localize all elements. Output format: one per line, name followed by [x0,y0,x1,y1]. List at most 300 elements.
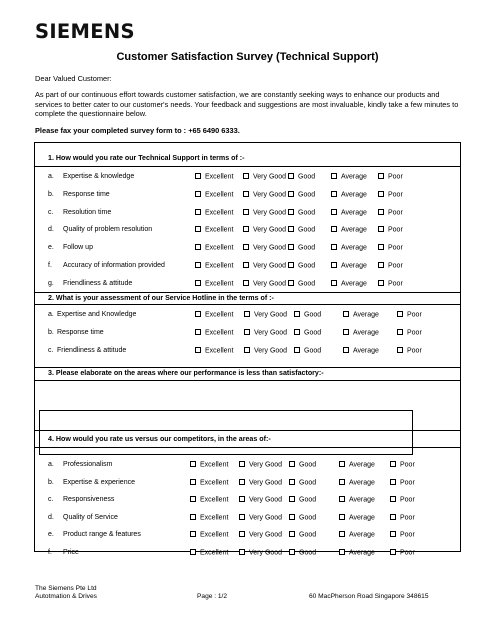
option-excellent[interactable] [190,479,228,487]
checkbox-icon[interactable] [343,311,349,317]
checkbox-icon[interactable] [378,209,384,215]
checkbox-icon[interactable] [331,262,337,268]
option-good[interactable] [294,347,321,355]
option-average[interactable] [343,329,379,337]
option-label: Average [349,461,375,469]
checkbox-icon[interactable] [244,347,250,353]
option-excellent[interactable] [195,191,233,199]
option-label: Good [304,329,322,337]
option-average[interactable] [331,191,367,199]
q2-row-c [35,347,460,357]
option-label: Very Good [253,191,287,199]
option-label: Poor [407,329,422,337]
fax-instruction: Please fax your completed survey form to : +65 6490 6333. [35,126,240,135]
row-letter: f. [48,548,52,556]
option-label: Excellent [205,244,234,252]
option-excellent[interactable] [195,329,233,337]
checkbox-icon[interactable] [190,531,196,537]
option-good[interactable] [289,549,316,557]
checkbox-icon[interactable] [289,461,295,467]
checkbox-icon[interactable] [390,479,396,485]
option-label: Excellent [205,311,234,319]
checkbox-icon[interactable] [288,209,294,215]
checkbox-icon[interactable] [378,191,384,197]
q4-row-c [35,496,460,506]
option-very-good[interactable] [239,461,282,469]
option-label: Average [353,347,379,355]
option-label: Excellent [200,479,229,486]
row-letter: a. [48,461,54,468]
greeting: Dear Valued Customer: [35,74,112,83]
option-very-good[interactable] [243,173,286,181]
option-label: Poor [388,262,403,270]
option-average[interactable] [331,226,367,234]
option-poor[interactable] [397,329,422,337]
checkbox-icon[interactable] [244,311,250,317]
option-label: Excellent [205,347,234,355]
intro-paragraph: As part of our continuous effort towards customer satisfaction, we are constantly seeking ways to enhance our products and services to better cater to our customer's needs. Your feedback and suggestions are most invaluable, kindly take a few minutes to complete the questionnaire below. [35,90,459,119]
option-label: Excellent [205,262,234,270]
option-average[interactable] [339,461,375,469]
option-label: Poor [388,244,403,252]
checkbox-icon[interactable] [190,549,196,555]
row-letter: d. [48,226,54,234]
q2-row-a [35,311,460,321]
checkbox-icon[interactable] [243,191,249,197]
checkbox-icon[interactable] [289,549,295,555]
option-label: Poor [400,496,415,504]
option-average[interactable] [343,347,379,355]
q1-row-a [35,173,460,183]
checkbox-icon[interactable] [195,280,201,286]
option-excellent[interactable] [190,496,228,504]
option-label: Good [298,262,316,270]
checkbox-icon[interactable] [195,191,201,197]
checkbox-icon[interactable] [243,280,249,286]
checkbox-icon[interactable] [339,496,345,502]
checkbox-icon[interactable] [195,244,201,250]
option-good[interactable] [288,226,315,234]
checkbox-icon[interactable] [195,262,201,268]
option-poor[interactable] [397,347,422,355]
q1-row-e [35,244,460,254]
row-label: Expertise and Knowledge [57,311,137,318]
checkbox-icon[interactable] [397,311,403,317]
option-label: Poor [388,209,403,217]
option-poor[interactable] [390,461,415,469]
row-letter: e. [48,531,54,538]
option-label: Excellent [205,226,234,234]
checkbox-icon[interactable] [239,461,245,467]
option-label: Poor [400,479,415,486]
option-label: Good [298,209,316,217]
checkbox-icon[interactable] [243,209,249,215]
option-label: Excellent [200,531,229,539]
option-poor[interactable] [390,479,415,487]
option-good[interactable] [288,244,315,252]
checkbox-icon[interactable] [378,244,384,250]
checkbox-icon[interactable] [190,514,196,520]
checkbox-icon[interactable] [243,244,249,250]
row-label: Accuracy of information provided [63,262,165,269]
option-average[interactable] [331,244,367,252]
option-label: Average [341,209,367,217]
checkbox-icon[interactable] [378,280,384,286]
option-label: Poor [388,173,403,181]
option-label: Average [341,244,367,252]
option-label: Average [341,173,367,181]
option-label: Average [353,311,379,319]
checkbox-icon[interactable] [331,280,337,286]
checkbox-icon[interactable] [239,531,245,537]
option-label: Poor [388,280,403,288]
option-excellent[interactable] [195,347,233,355]
checkbox-icon[interactable] [195,209,201,215]
option-excellent[interactable] [195,209,233,217]
row-label: Friendliness & attitude [63,279,133,287]
option-poor[interactable] [378,280,403,288]
checkbox-icon[interactable] [339,514,345,520]
q1-row-g [35,280,460,290]
survey-frame [34,142,461,556]
option-label: Very Good [253,209,287,217]
option-label: Very Good [253,262,287,270]
option-average[interactable] [343,311,379,319]
option-label: Average [349,496,375,504]
option-label: Excellent [205,209,234,217]
checkbox-icon[interactable] [343,329,349,335]
option-excellent[interactable] [190,549,228,557]
row-label: Response time [57,329,104,336]
checkbox-icon[interactable] [390,461,396,467]
option-label: Poor [388,191,403,199]
option-label: Poor [400,549,415,556]
option-label: Good [298,280,316,288]
option-very-good[interactable] [244,347,287,355]
row-label: Professionalism [63,461,113,468]
row-label: Quality of problem resolution [63,226,153,234]
divider [35,166,460,167]
checkbox-icon[interactable] [239,496,245,502]
option-good[interactable] [288,209,315,217]
option-good[interactable] [289,531,316,539]
checkbox-icon[interactable] [331,226,337,232]
option-poor[interactable] [390,531,415,539]
option-very-good[interactable] [244,329,287,337]
option-label: Poor [388,226,403,234]
option-average[interactable] [339,549,375,557]
checkbox-icon[interactable] [378,262,384,268]
divider [35,447,460,448]
question-1-heading: 1. How would you rate our Technical Support in terms of :- [48,154,245,162]
option-label: Poor [400,461,415,469]
option-label: Average [349,531,375,539]
option-good[interactable] [289,479,316,487]
option-label: Excellent [205,173,234,181]
option-excellent[interactable] [195,244,233,252]
option-very-good[interactable] [239,531,282,539]
option-label: Excellent [200,514,229,521]
option-label: Good [299,549,317,556]
question-2-heading: 2. What is your assessment of our Service Hotline in the terms of :- [48,294,274,302]
q4-row-e [35,531,460,541]
row-label: Resolution time [63,208,112,216]
option-very-good[interactable] [243,244,286,252]
option-label: Very Good [249,514,283,521]
checkbox-icon[interactable] [294,329,300,335]
checkbox-icon[interactable] [190,479,196,485]
option-poor[interactable] [390,514,415,522]
checkbox-icon[interactable] [288,244,294,250]
checkbox-icon[interactable] [397,329,403,335]
row-label: Friendliness & attitude [57,347,127,354]
q1-row-c [35,209,460,219]
row-letter: c. [48,208,54,216]
option-label: Very Good [249,496,283,504]
option-label: Good [298,173,316,181]
row-label: Price [63,548,79,556]
siemens-logo: SIEMENS [35,20,135,43]
option-average[interactable] [331,262,367,270]
option-excellent[interactable] [195,262,233,270]
q1-row-d [35,226,460,236]
footer-division: Autotmation & Drives [35,593,97,600]
checkbox-icon[interactable] [195,329,201,335]
option-label: Very Good [249,479,283,486]
checkbox-icon[interactable] [243,226,249,232]
option-excellent[interactable] [195,173,233,181]
checkbox-icon[interactable] [239,479,245,485]
checkbox-icon[interactable] [289,531,295,537]
option-average[interactable] [339,479,375,487]
checkbox-icon[interactable] [390,496,396,502]
option-label: Excellent [200,496,229,504]
option-average[interactable] [331,280,367,288]
checkbox-icon[interactable] [190,461,196,467]
option-label: Very Good [253,280,287,288]
checkbox-icon[interactable] [288,191,294,197]
checkbox-icon[interactable] [331,173,337,179]
checkbox-icon[interactable] [289,514,295,520]
q2-row-b [35,329,460,339]
option-average[interactable] [339,496,375,504]
option-excellent[interactable] [195,311,233,319]
option-very-good[interactable] [243,280,286,288]
option-label: Excellent [205,191,234,199]
row-letter: b. [48,190,54,198]
divider [35,380,460,381]
row-label: Response time [63,190,110,198]
option-very-good[interactable] [239,496,282,504]
checkbox-icon[interactable] [289,479,295,485]
checkbox-icon[interactable] [331,191,337,197]
option-label: Average [349,479,375,486]
q4-row-d [35,514,460,524]
checkbox-icon[interactable] [294,347,300,353]
option-excellent[interactable] [195,280,233,288]
footer-page-number: Page : 1/2 [197,593,228,600]
checkbox-icon[interactable] [243,262,249,268]
divider [35,304,460,305]
footer-company: The Siemens Pte Ltd [35,585,97,592]
option-label: Very Good [254,311,288,319]
option-good[interactable] [289,514,316,522]
divider [35,292,460,293]
checkbox-icon[interactable] [294,311,300,317]
checkbox-icon[interactable] [195,347,201,353]
option-very-good[interactable] [239,549,282,557]
option-average[interactable] [331,209,367,217]
option-label: Excellent [200,461,229,469]
option-excellent[interactable] [190,461,228,469]
option-good[interactable] [288,280,315,288]
option-poor[interactable] [390,496,415,504]
option-label: Excellent [205,329,234,337]
checkbox-icon[interactable] [288,226,294,232]
option-good[interactable] [289,496,316,504]
option-label: Average [341,262,367,270]
checkbox-icon[interactable] [190,496,196,502]
option-label: Very Good [254,347,288,355]
row-label: Follow up [63,244,93,252]
option-poor[interactable] [378,244,403,252]
option-label: Average [353,329,379,337]
option-very-good[interactable] [243,262,286,270]
checkbox-icon[interactable] [339,531,345,537]
row-letter: c. [48,496,54,503]
option-label: Good [299,496,317,504]
option-excellent[interactable] [190,514,228,522]
option-good[interactable] [288,262,315,270]
row-letter: g. [48,279,54,287]
option-label: Average [349,514,375,521]
option-very-good[interactable] [239,479,282,487]
checkbox-icon[interactable] [339,549,345,555]
checkbox-icon[interactable] [390,549,396,555]
option-very-good[interactable] [243,191,286,199]
option-excellent[interactable] [195,226,233,234]
checkbox-icon[interactable] [195,311,201,317]
option-label: Good [299,514,317,521]
option-poor[interactable] [378,209,403,217]
checkbox-icon[interactable] [289,496,295,502]
row-label: Product range & features [63,531,141,538]
option-label: Very Good [249,531,283,539]
checkbox-icon[interactable] [239,514,245,520]
option-average[interactable] [339,531,375,539]
option-label: Good [299,531,317,539]
question-3-heading: 3. Please elaborate on the areas where our performance is less than satisfactory:- [48,369,324,377]
option-label: Very Good [249,549,283,556]
option-very-good[interactable] [239,514,282,522]
checkbox-icon[interactable] [339,461,345,467]
option-very-good[interactable] [244,311,287,319]
option-excellent[interactable] [190,531,228,539]
checkbox-icon[interactable] [390,514,396,520]
footer-address: 60 MacPherson Road Singapore 348615 [309,593,429,600]
checkbox-icon[interactable] [195,226,201,232]
checkbox-icon[interactable] [239,549,245,555]
checkbox-icon[interactable] [288,280,294,286]
option-label: Very Good [253,244,287,252]
checkbox-icon[interactable] [390,531,396,537]
option-good[interactable] [294,311,321,319]
option-very-good[interactable] [243,226,286,234]
option-good[interactable] [289,461,316,469]
row-letter: d. [48,513,54,521]
q1-row-b [35,191,460,201]
row-label: Quality of Service [63,513,118,521]
option-poor[interactable] [390,549,415,557]
option-poor[interactable] [397,311,422,319]
option-average[interactable] [331,173,367,181]
option-good[interactable] [288,173,315,181]
q4-row-a [35,461,460,471]
option-good[interactable] [288,191,315,199]
checkbox-icon[interactable] [378,226,384,232]
checkbox-icon[interactable] [195,173,201,179]
option-poor[interactable] [378,173,403,181]
option-label: Very Good [253,226,287,234]
row-letter: c. [48,347,54,354]
row-letter: b. [48,478,54,486]
option-poor[interactable] [378,191,403,199]
q4-row-b [35,479,460,489]
divider [35,430,460,431]
page-title: Customer Satisfaction Survey (Technical Support) [116,51,379,63]
checkbox-icon[interactable] [378,173,384,179]
option-label: Good [298,191,316,199]
checkbox-icon[interactable] [288,173,294,179]
option-good[interactable] [294,329,321,337]
option-label: Good [298,226,316,234]
checkbox-icon[interactable] [288,262,294,268]
row-letter: e. [48,244,54,252]
option-label: Very Good [253,173,287,181]
option-label: Poor [400,531,415,539]
elaboration-textbox[interactable] [39,410,413,455]
option-label: Poor [407,311,422,319]
row-label: Expertise & knowledge [63,173,135,180]
checkbox-icon[interactable] [397,347,403,353]
option-label: Poor [407,347,422,355]
divider [35,367,460,368]
option-poor[interactable] [378,262,403,270]
option-poor[interactable] [378,226,403,234]
option-label: Good [299,461,317,469]
option-label: Average [341,280,367,288]
option-label: Very Good [254,329,288,337]
row-letter: f. [48,262,52,269]
checkbox-icon[interactable] [331,209,337,215]
checkbox-icon[interactable] [243,173,249,179]
row-letter: a. [48,311,54,318]
option-average[interactable] [339,514,375,522]
option-very-good[interactable] [243,209,286,217]
option-label: Excellent [205,280,234,288]
option-label: Poor [400,514,415,521]
option-label: Good [298,244,316,252]
checkbox-icon[interactable] [244,329,250,335]
checkbox-icon[interactable] [343,347,349,353]
option-label: Good [304,347,322,355]
option-label: Average [341,226,367,234]
option-label: Very Good [249,461,283,469]
row-letter: a. [48,173,54,180]
option-label: Good [299,479,317,486]
checkbox-icon[interactable] [339,479,345,485]
checkbox-icon[interactable] [331,244,337,250]
